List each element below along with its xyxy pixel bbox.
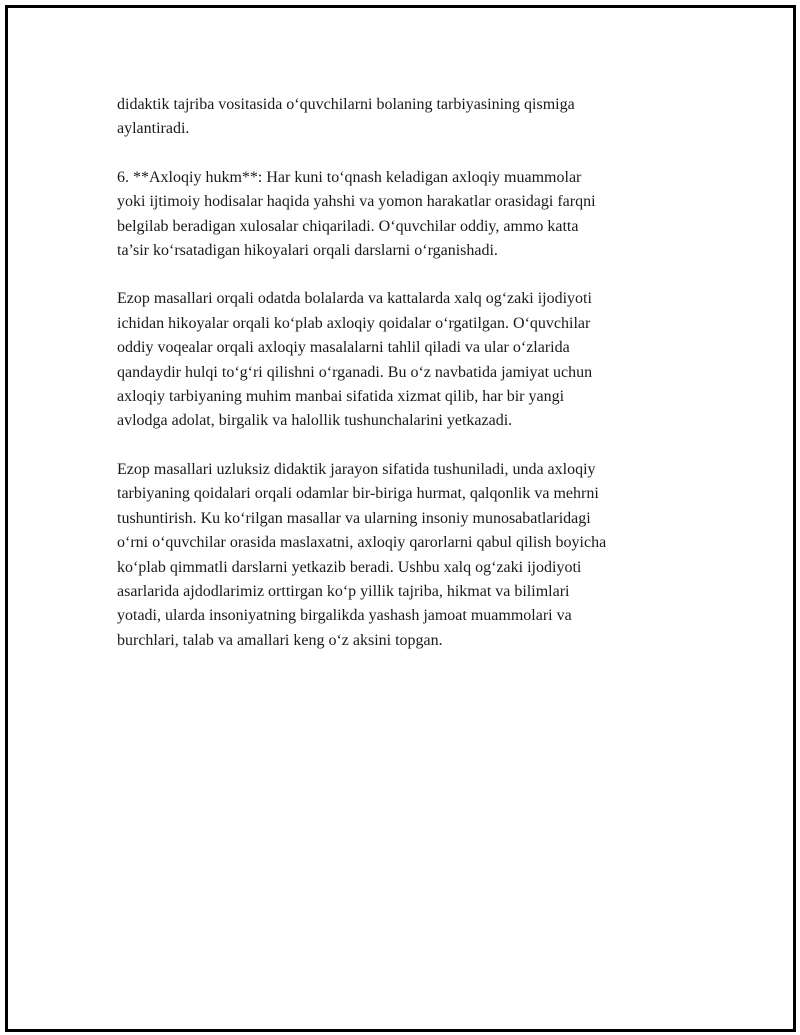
paragraph-ezop-2 bbox=[117, 458, 687, 653]
text-line: burchlari, talab va amallari keng o‘z aksini topgan. bbox=[117, 631, 443, 649]
text-line: tushuntirish. Ku ko‘rilgan masallar va ularning insoniy munosabatlaridagi bbox=[117, 509, 591, 527]
paragraph-ezop-1 bbox=[117, 287, 687, 433]
text-line: oddiy voqealar orqali axloqiy masalalarni tahlil qiladi va ular o‘zlarida bbox=[117, 339, 570, 357]
document-body bbox=[117, 93, 687, 677]
paragraph-continuation bbox=[117, 93, 687, 142]
text-line: belgilab beradigan xulosalar chiqariladi. O‘quvchilar oddiy, ammo katta bbox=[117, 217, 579, 235]
text-line: Ezop masallari uzluksiz didaktik jarayon sifatida tushuniladi, unda axloqiy bbox=[117, 460, 596, 478]
text-line: yotadi, ularda insoniyatning birgalikda yashash jamoat muammolari va bbox=[117, 607, 572, 625]
text-line: ko‘plab qimmatli darslarni yetkazib beradi. Ushbu xalq og‘zaki ijodiyoti bbox=[117, 558, 582, 576]
text-line: avlodga adolat, birgalik va halollik tushunchalarini yetkazadi. bbox=[117, 412, 513, 430]
text-line: ta’sir ko‘rsatadigan hikoyalari orqali darslarni o‘rganishadi. bbox=[117, 242, 498, 260]
text-line: axloqiy tarbiyaning muhim manbai sifatida xizmat qilib, har bir yangi bbox=[117, 388, 565, 406]
text-line: tarbiyaning qoidalari orqali odamlar bir-biriga hurmat, qalqonlik va mehrni bbox=[117, 485, 599, 503]
paragraph-axloqiy-hukm bbox=[117, 166, 687, 264]
text-line: o‘rni o‘quvchilar orasida maslaxatni, axloqiy qarorlarni qabul qilish boyicha bbox=[117, 534, 607, 552]
text-line: asarlarida ajdodlarimiz orttirgan ko‘p yillik tajriba, hikmat va bilimlari bbox=[117, 582, 570, 600]
text-line: aylantiradi. bbox=[117, 120, 190, 138]
text-line: qandaydir hulqi to‘g‘ri qilishni o‘rganadi. Bu o‘z navbatida jamiyat uchun bbox=[117, 363, 593, 381]
text-line: ichidan hikoyalar orqali ko‘plab axloqiy qoidalar o‘rgatilgan. O‘quvchilar bbox=[117, 314, 591, 332]
text-line: yoki ijtimoiy hodisalar haqida yahshi va yomon harakatlar orasidagi farqni bbox=[117, 193, 596, 211]
text-line: didaktik tajriba vositasida o‘quvchilarni bolaning tarbiyasining qismiga bbox=[117, 96, 575, 113]
text-line: 6. **Axloqiy hukm**: Har kuni to‘qnash keladigan axloqiy muammolar bbox=[117, 168, 582, 186]
text-line: Ezop masallari orqali odatda bolalarda va kattalarda xalq og‘zaki ijodiyoti bbox=[117, 290, 592, 308]
